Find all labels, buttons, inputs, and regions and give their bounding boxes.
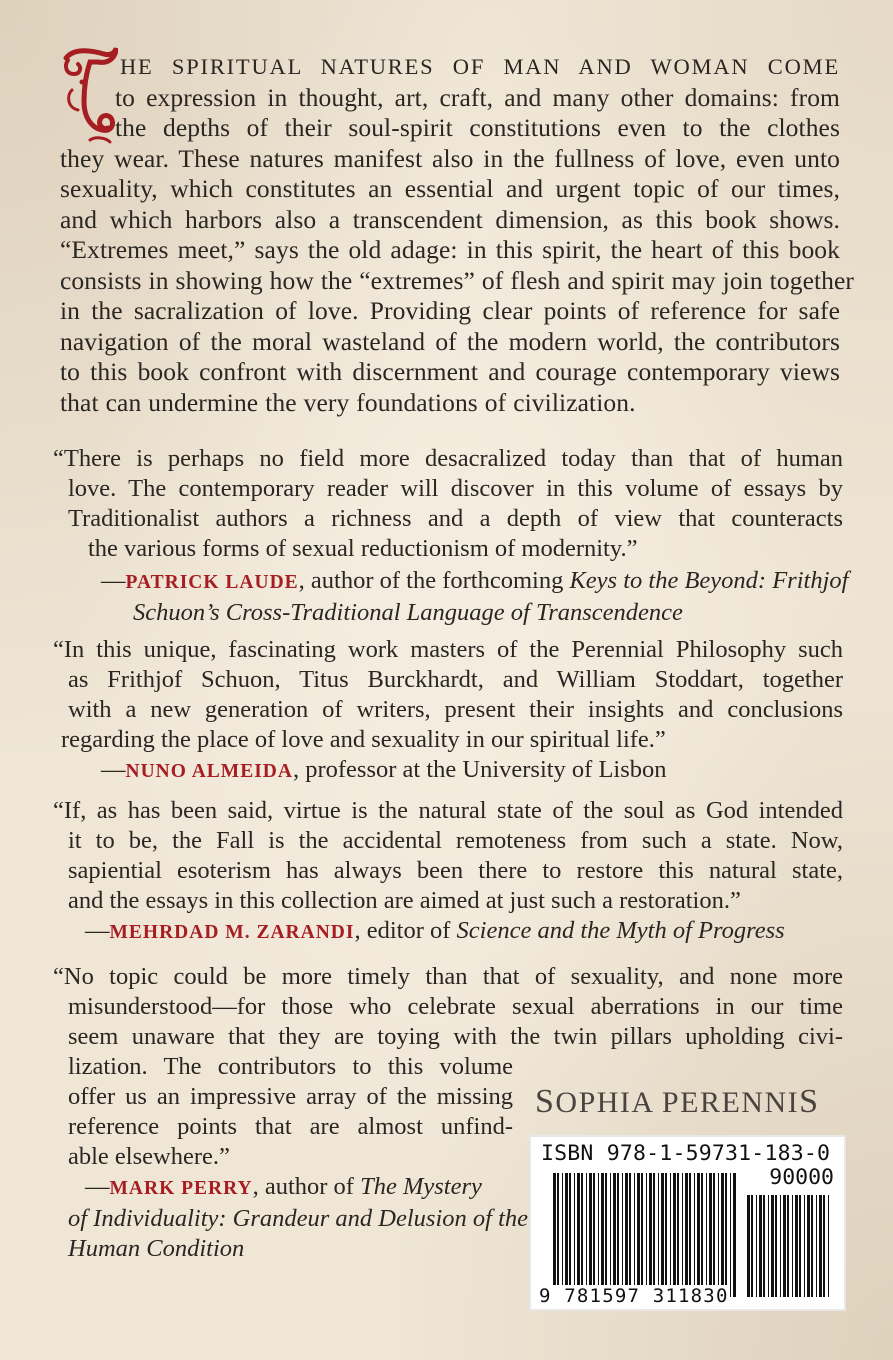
intro-line: they wear. These natures manifest also in the fullness of love, even unto bbox=[60, 143, 840, 173]
quote-line: sapiential esoterism has always been there to restore this natural state, bbox=[68, 857, 843, 884]
intro-line: “Extremes meet,” says the old adage: in this spirit, the heart of this book bbox=[60, 235, 840, 264]
attribution-continued bbox=[53, 598, 843, 628]
author-name: MEHRDAD M. ZARANDI bbox=[109, 922, 355, 943]
intro-paragraph bbox=[60, 52, 855, 418]
intro-line: the depths of their soul-spirit constitutions even to the clothes bbox=[115, 113, 840, 142]
quote-line: reference points that are almost unfind- bbox=[68, 1113, 513, 1140]
quote-attribution: —NUNO ALMEIDA, professor at the University of Lisbon bbox=[101, 756, 667, 783]
quote-line: with a new generation of writers, present their insights and conclusions bbox=[68, 696, 843, 723]
publisher-logo: SOPHIA PERENNIS bbox=[535, 1083, 820, 1120]
isbn-barcode bbox=[529, 1135, 846, 1311]
intro-line: to this book confront with discernment and courage contemporary views bbox=[60, 357, 840, 386]
book-title: of Individuality: Grandeur and Delusion of the bbox=[68, 1205, 528, 1232]
isbn-number: ISBN 978-1-59731-183-0 bbox=[541, 1141, 831, 1166]
quote-attribution: —MARK PERRY, author of The Mystery bbox=[85, 1173, 482, 1200]
book-title: Schuon’s Cross-Traditional Language of Transcendence bbox=[133, 599, 683, 626]
author-name: PATRICK LAUDE bbox=[125, 572, 299, 593]
intro-line: that can undermine the very foundations of civilization. bbox=[60, 387, 636, 417]
quote-line: lization. The contributors to this volume bbox=[68, 1053, 513, 1080]
quote-line: “In this unique, fascinating work masters of the Perennial Philosophy such bbox=[53, 636, 843, 663]
quote-line: Traditionalist authors a richness and a depth of view that counteracts bbox=[68, 505, 843, 532]
quote-line: “There is perhaps no field more desacralized today than that of human bbox=[53, 445, 843, 472]
blurb-quote-almeida bbox=[53, 635, 843, 787]
quote-line: seem unaware that they are toying with the twin pillars upholding civi- bbox=[68, 1023, 843, 1050]
quote-line: it to be, the Fall is the accidental remoteness from such a state. Now, bbox=[68, 827, 843, 854]
quote-line: the various forms of sexual reductionism of modernity.” bbox=[88, 535, 638, 562]
book-title: Science and the Myth of Progress bbox=[456, 917, 785, 944]
quote-attribution: —PATRICK LAUDE, author of the forthcoming Keys to the Beyond: Frithjof bbox=[101, 567, 849, 594]
quote-line: as Frithjof Schuon, Titus Burckhardt, and William Stoddart, together bbox=[68, 666, 843, 693]
ean-digits: 9 781597 311830 bbox=[539, 1285, 729, 1307]
price-code: 90000 bbox=[769, 1165, 834, 1190]
quote-line: “If, as has been said, virtue is the natural state of the soul as God intended bbox=[53, 797, 843, 824]
intro-line: to expression in thought, art, craft, and many other domains: from bbox=[115, 82, 840, 112]
quote-line: “No topic could be more timely than that of sexuality, and none more bbox=[53, 963, 843, 990]
ornamental-dropcap-icon bbox=[60, 44, 118, 144]
quote-line: misunderstood—for those who celebrate sexual aberrations in our time bbox=[68, 993, 843, 1020]
quote-line: offer us an impressive array of the missing bbox=[68, 1083, 513, 1110]
intro-line: and which harbors also a transcendent dimension, as this book shows. bbox=[60, 204, 840, 234]
author-name: NUNO ALMEIDA bbox=[125, 761, 293, 782]
intro-line: sexuality, which constitutes an essential and urgent topic of our times, bbox=[60, 174, 840, 203]
quote-narrow-column bbox=[53, 1052, 513, 1172]
author-name: MARK PERRY bbox=[109, 1178, 253, 1199]
intro-line: in the sacralization of love. Providing clear points of reference for safe bbox=[60, 296, 840, 325]
intro-line: consists in showing how the “extremes” of flesh and spirit may join together bbox=[60, 265, 855, 295]
quote-line: love. The contemporary reader will discover in this volume of essays by bbox=[68, 475, 843, 502]
quote-line: and the essays in this collection are aimed at just such a restoration.” bbox=[68, 887, 741, 914]
book-title: Keys to the Beyond: Frithjof bbox=[569, 567, 849, 594]
blurb-quote-zarandi bbox=[53, 796, 843, 948]
book-title: Human Condition bbox=[68, 1235, 245, 1262]
quote-line: regarding the place of love and sexuality in our spiritual life.” bbox=[61, 726, 666, 753]
intro-line: navigation of the moral wasteland of the modern world, the contributors bbox=[60, 326, 840, 356]
blurb-quote-laude bbox=[53, 444, 849, 628]
quote-attribution: —MEHRDAD M. ZARANDI, editor of Science and the Myth of Progress bbox=[85, 917, 785, 944]
book-title: The Mystery bbox=[360, 1173, 482, 1200]
quote-line: able elsewhere.” bbox=[68, 1143, 230, 1170]
intro-line: HE SPIRITUAL NATURES OF MAN AND WOMAN COME bbox=[120, 54, 840, 79]
